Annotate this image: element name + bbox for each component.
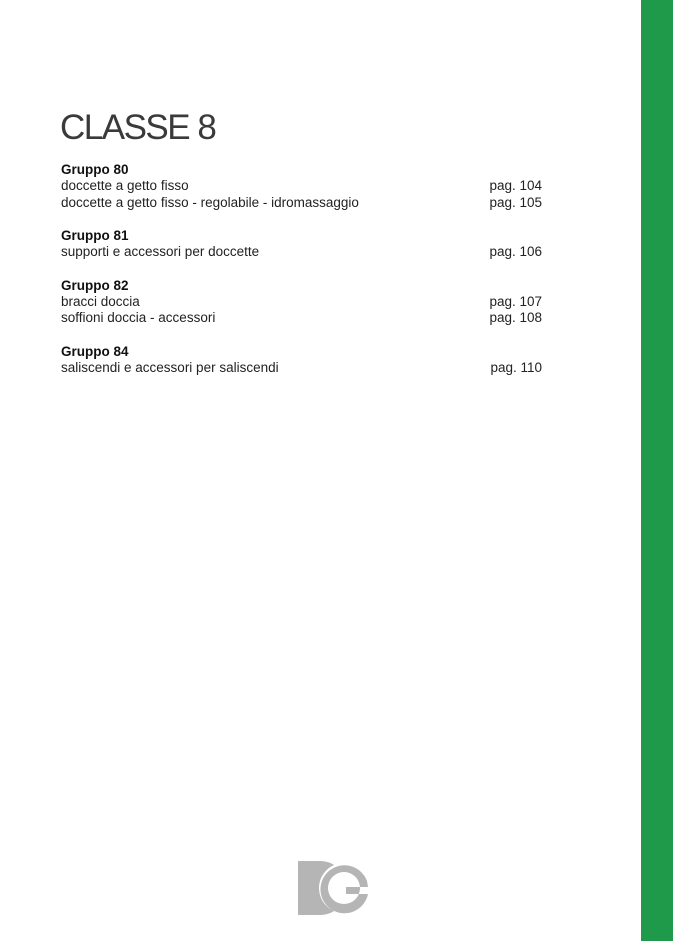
group-title: Gruppo 80 xyxy=(61,162,129,177)
group-section xyxy=(61,277,542,327)
entry-page-ref: pag. 107 xyxy=(489,293,542,309)
group-entry xyxy=(61,178,542,195)
side-accent-band xyxy=(641,0,673,941)
group-title: Gruppo 84 xyxy=(61,343,129,359)
group-entry xyxy=(61,195,542,212)
group-entry xyxy=(61,244,542,261)
entry-label: doccette a getto fisso xyxy=(61,178,189,193)
entry-label: doccette a getto fisso - regolabile - idromassaggio xyxy=(61,194,359,210)
entry-label: saliscendi e accessori per saliscendi xyxy=(61,359,279,375)
entry-label: bracci doccia xyxy=(61,293,140,309)
group-section xyxy=(61,227,542,261)
entry-page-ref: pag. 108 xyxy=(489,310,542,325)
entry-page-ref: pag. 105 xyxy=(489,194,542,210)
entry-label: supporti e accessori per doccette xyxy=(61,244,260,259)
group-section xyxy=(61,161,542,211)
entry-page-ref: pag. 110 xyxy=(490,359,542,375)
group-entry xyxy=(61,310,542,327)
dg-logo-icon xyxy=(298,861,370,915)
entry-label: soffioni doccia - accessori xyxy=(61,310,216,325)
group-list xyxy=(61,161,542,392)
entry-page-ref: pag. 104 xyxy=(489,178,542,193)
group-entry xyxy=(61,360,542,377)
group-title: Gruppo 81 xyxy=(61,228,129,243)
group-title: Gruppo 82 xyxy=(61,277,129,293)
group-entry xyxy=(61,294,542,311)
entry-page-ref: pag. 106 xyxy=(489,244,542,259)
page-title: CLASSE 8 xyxy=(60,108,216,147)
group-section xyxy=(61,343,542,377)
